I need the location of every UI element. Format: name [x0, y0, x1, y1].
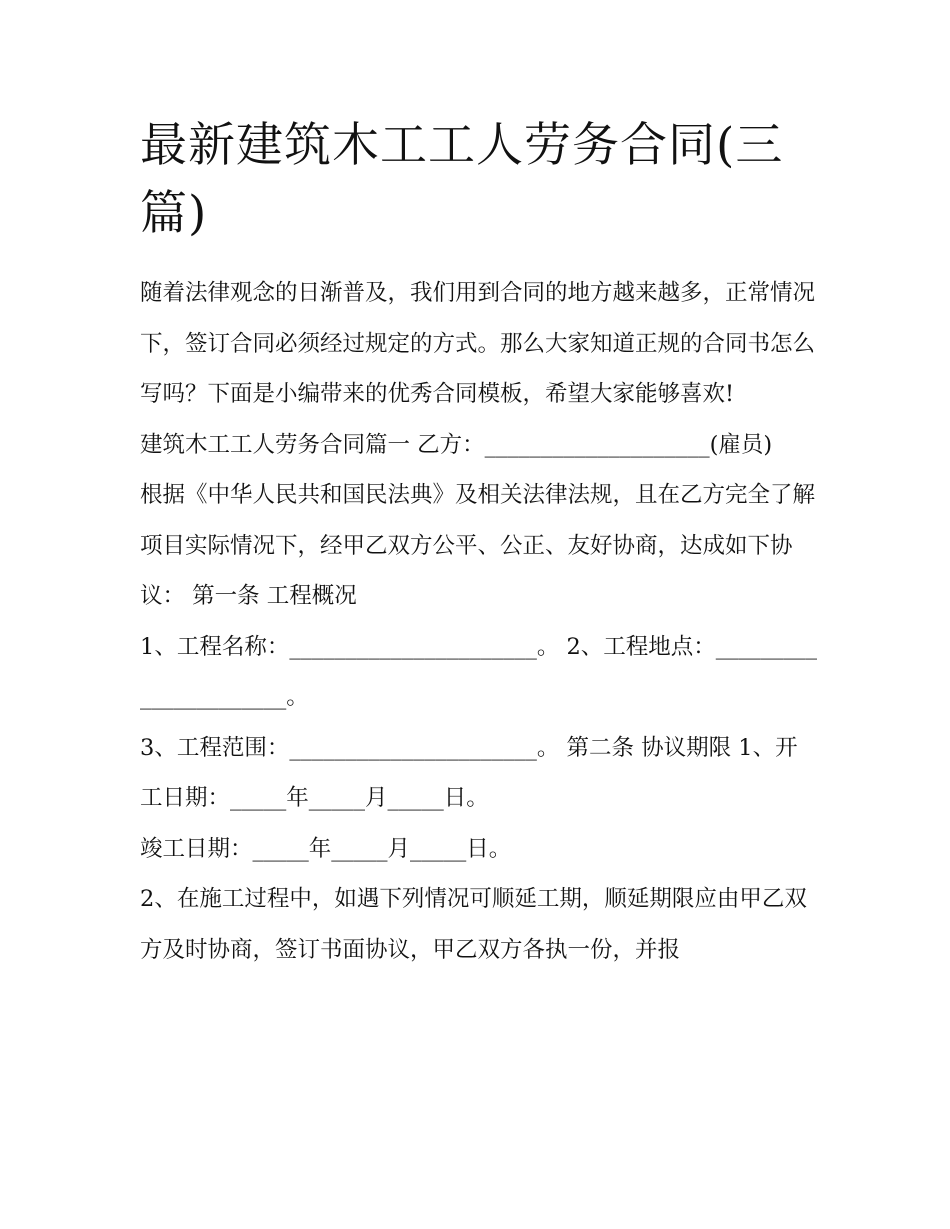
- project-scope-start-date-paragraph: 3、工程范围：______________________。 第二条 协议期限 1、开工日期：_____年_____月_____日。: [140, 734, 798, 811]
- project-name-location-paragraph: 1、工程名称：______________________。 2、工程地点：______________________。: [140, 633, 818, 710]
- document-body: [140, 268, 820, 975]
- contract-heading-paragraph: 建筑木工工人劳务合同篇一 乙方：____________________(雇员): [140, 431, 773, 458]
- document-page: [140, 112, 820, 975]
- intro-paragraph: 随着法律观念的日渐普及，我们用到合同的地方越来越多，正常情况下，签订合同必须经过规定的方式。那么大家知道正规的合同书怎么写吗？下面是小编带来的优秀合同模板，希望大家能够喜欢!: [140, 280, 816, 407]
- document-title: 最新建筑木工工人劳务合同(三篇): [140, 118, 784, 241]
- completion-date-paragraph: 竣工日期：_____年_____月_____日。: [140, 835, 512, 862]
- extension-clause-paragraph: 2、在施工过程中，如遇下列情况可顺延工期，顺延期限应由甲乙双方及时协商，签订书面协议，甲乙双方各执一份，并报: [140, 886, 807, 963]
- legal-basis-paragraph: 根据《中华人民共和国民法典》及相关法律法规，且在乙方完全了解项目实际情况下，经甲乙双方公平、公正、友好协商，达成如下协议： 第一条 工程概况: [140, 482, 816, 609]
